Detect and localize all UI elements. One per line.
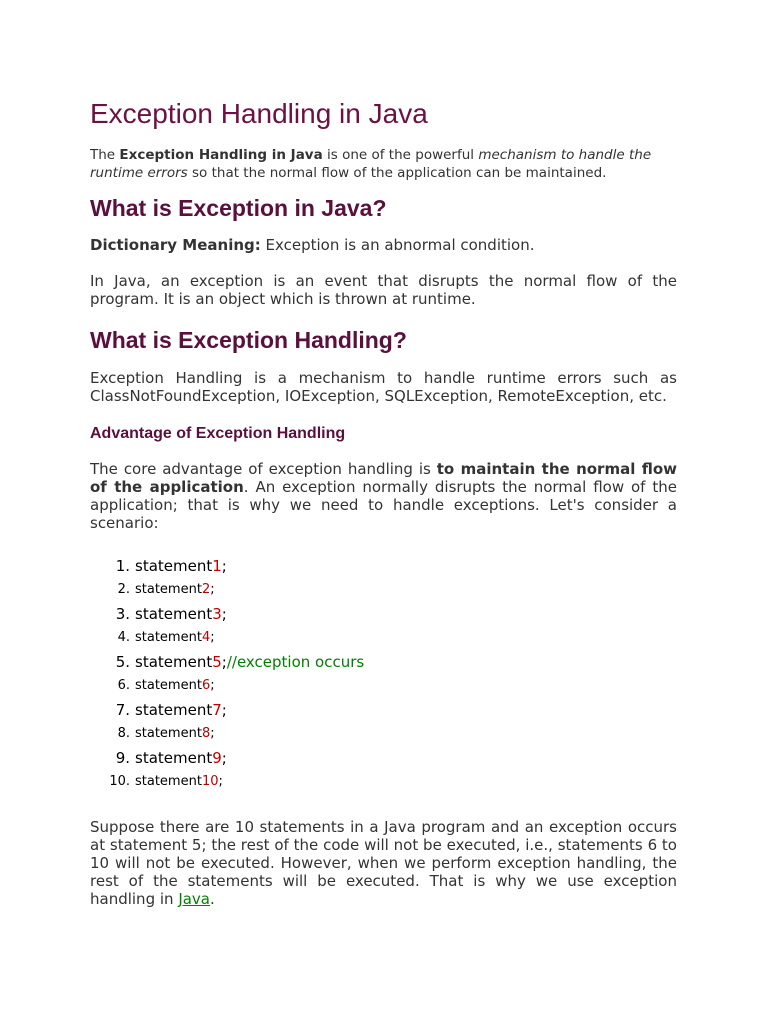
intro-text: so that the normal flow of the application can be maintained. [187, 165, 607, 181]
statement-semicolon: ; [210, 726, 215, 741]
closing-text: Suppose there are 10 statements in a Java program and an exception occurs at statement 5; the rest of the code will not be executed, i.e., statements 6 to 10 will not be executed. However, when we perform exception handling, the rest of the statements will be executed. That is why we use exception handling in [90, 818, 677, 908]
java-link[interactable]: Java [178, 890, 210, 908]
list-item [90, 770, 677, 794]
statement-keyword: statement [135, 653, 213, 671]
list-number: 9. [115, 749, 130, 767]
intro-paragraph [90, 146, 677, 182]
statement-semicolon: ; [218, 774, 223, 789]
intro-italic: mechanism to handle the runtime errors [90, 147, 652, 181]
article [90, 96, 677, 908]
exception-definition-paragraph: In Java, an exception is an event that disrupts the normal flow of the program. It is an object which is thrown at runtime. [90, 272, 677, 308]
statement-number: 10 [201, 774, 219, 789]
list-item [90, 578, 677, 602]
list-item [90, 554, 677, 578]
exception-handling-paragraph: Exception Handling is a mechanism to handle runtime errors such as ClassNotFoundException, IOException, SQLException, RemoteException, etc. [90, 369, 677, 405]
closing-paragraph [90, 818, 677, 908]
list-item [90, 674, 677, 698]
list-item [90, 722, 677, 746]
statement-number: 1 [212, 557, 222, 575]
advantage-paragraph [90, 460, 677, 532]
list-number: 5. [115, 653, 130, 671]
list-item [90, 602, 677, 626]
advantage-bold: to maintain the normal flow of the application [90, 460, 677, 496]
closing-period: . [210, 890, 215, 908]
statement-semicolon: ; [221, 605, 227, 623]
statement-number: 5 [212, 653, 222, 671]
statement-keyword: statement [135, 726, 202, 741]
list-number: 4. [117, 630, 130, 645]
dictionary-meaning [90, 236, 677, 254]
intro-text: is one of the powerful [322, 147, 479, 163]
list-number: 7. [115, 701, 130, 719]
statement-number: 6 [201, 678, 211, 693]
statement-number: 9 [212, 749, 222, 767]
statement-number: 8 [201, 726, 211, 741]
list-item [90, 626, 677, 650]
statement-keyword: statement [135, 749, 213, 767]
list-number: 6. [117, 678, 130, 693]
statement-semicolon: ; [210, 678, 215, 693]
statement-semicolon: ; [221, 701, 227, 719]
heading-what-is-exception: What is Exception in Java? [90, 195, 387, 221]
list-number: 3. [115, 605, 130, 623]
statement-semicolon: ; [210, 630, 215, 645]
statement-keyword: statement [135, 557, 213, 575]
statement-number: 3 [212, 605, 222, 623]
statement-semicolon: ; [221, 557, 227, 575]
list-item [90, 746, 677, 770]
statement-semicolon: ; [210, 582, 215, 597]
list-item [90, 698, 677, 722]
statement-keyword: statement [135, 582, 202, 597]
advantage-text: The core advantage of exception handling is [90, 460, 437, 478]
intro-text: The [90, 147, 120, 163]
statement-number: 2 [201, 582, 211, 597]
list-number: 2. [117, 582, 130, 597]
statement-keyword: statement [135, 701, 213, 719]
statement-keyword: statement [135, 630, 202, 645]
statement-keyword: statement [135, 605, 213, 623]
statement-number: 7 [212, 701, 222, 719]
list-number: 1. [115, 557, 130, 575]
list-number: 10. [109, 774, 130, 789]
heading-what-is-exception-handling: What is Exception Handling? [90, 327, 407, 353]
advantage-text: . An exception normally disrupts the normal flow of the application; that is why we need to handle exceptions. Let's consider a scenario: [90, 478, 677, 532]
page-title: Exception Handling in Java [90, 98, 428, 129]
statement-keyword: statement [135, 678, 202, 693]
list-item [90, 650, 677, 674]
list-number: 8. [117, 726, 130, 741]
statement-comment: //exception occurs [226, 653, 365, 671]
statement-keyword: statement [135, 774, 202, 789]
dictionary-text: Exception is an abnormal condition. [260, 236, 535, 254]
dictionary-label: Dictionary Meaning: [90, 236, 261, 254]
intro-bold: Exception Handling in Java [119, 147, 323, 163]
statement-semicolon: ; [221, 749, 227, 767]
heading-advantage: Advantage of Exception Handling [90, 425, 346, 442]
statement-list [90, 554, 677, 794]
statement-semicolon: ; [221, 653, 227, 671]
statement-number: 4 [201, 630, 211, 645]
